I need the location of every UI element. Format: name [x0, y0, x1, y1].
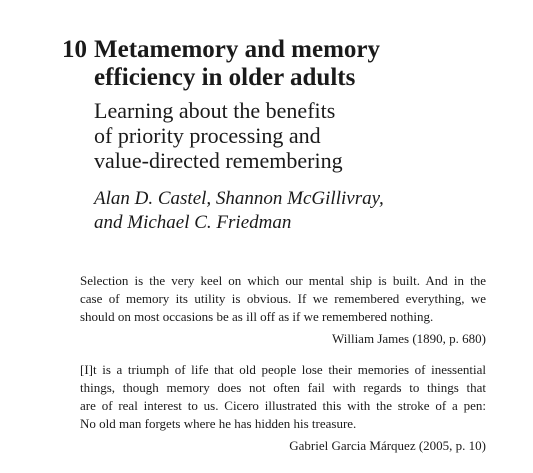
author-line: Alan D. Castel, Shannon McGillivray,	[94, 188, 384, 209]
epigraph-line: [I]t is a triumph of life that old people lose their memories of inessential	[80, 362, 486, 377]
epigraph-line: are of real interest to us. Cicero illustrated this with the stroke of a pen:	[80, 398, 486, 413]
epigraph-marquez	[80, 361, 486, 455]
chapter-number: 10	[62, 36, 87, 63]
epigraph-line: should on most occasions be as ill off as if we remembered nothing.	[80, 309, 434, 324]
epigraph-attribution: William James (1890, p. 680)	[331, 331, 486, 346]
chapter-title-line: efficiency in older adults	[94, 64, 356, 91]
subtitle-line: value-directed remembering	[94, 148, 343, 173]
chapter-authors	[94, 187, 514, 235]
epigraph-james	[80, 272, 486, 348]
chapter-title	[94, 36, 514, 92]
subtitle-line: Learning about the benefits	[94, 98, 336, 123]
author-line: and Michael C. Friedman	[94, 212, 292, 233]
epigraph-line: things, though memory does not often fail with regards to things that	[80, 380, 486, 395]
epigraph-line: case of memory its utility is obvious. If we remembered everything, we	[80, 291, 486, 306]
epigraph-attribution: Gabriel Garcia Márquez (2005, p. 10)	[289, 438, 486, 453]
subtitle-line: of priority processing and	[94, 123, 321, 148]
epigraph-line: No old man forgets where he has hidden his treasure.	[80, 416, 357, 431]
epigraph-line: Selection is the very keel on which our mental ship is built. And in the	[80, 273, 486, 288]
chapter-subtitle	[94, 98, 514, 173]
chapter-title-line: Metamemory and memory	[94, 36, 381, 63]
